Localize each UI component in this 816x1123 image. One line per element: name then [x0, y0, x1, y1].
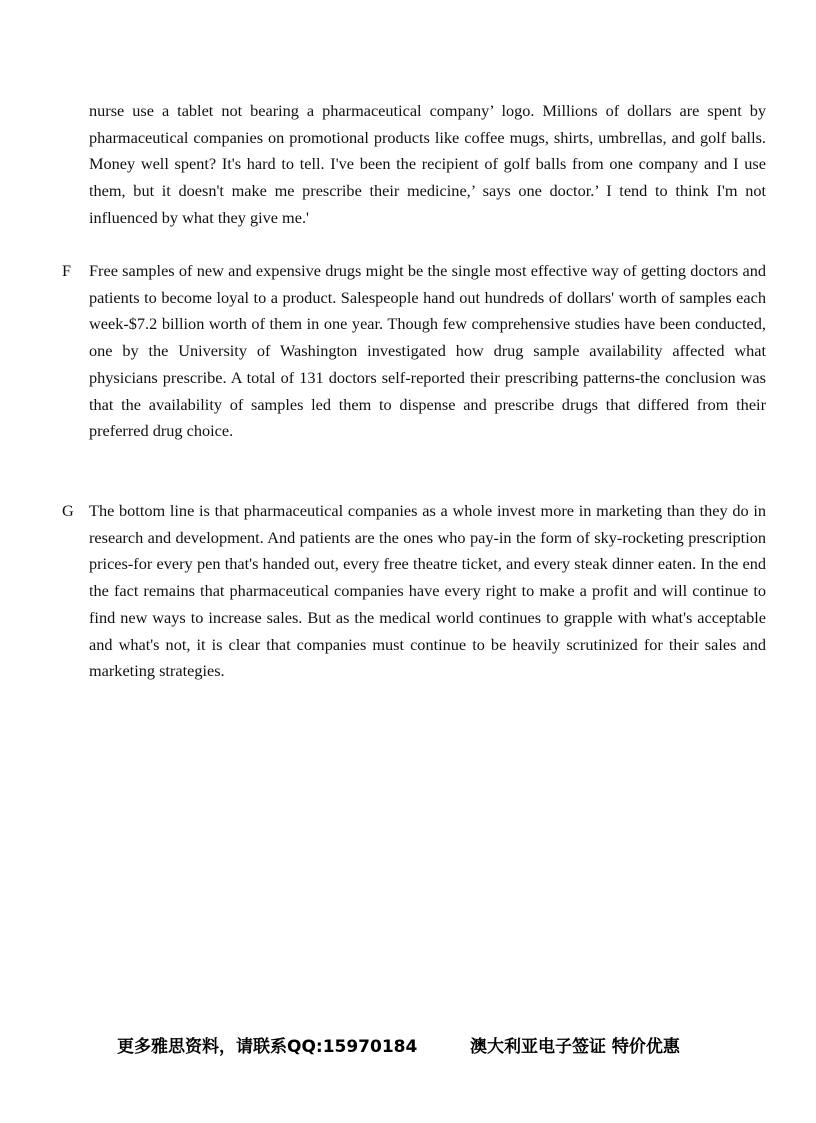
page-footer — [0, 1032, 816, 1062]
footer-promo-note: 澳大利亚电子签证 特价优惠 — [470, 1037, 680, 1057]
paragraph-g — [62, 498, 766, 685]
paragraph-f — [62, 258, 766, 445]
paragraph-e-continued — [62, 98, 766, 232]
paragraph-text: Free samples of new and expensive drugs might be the single most effective way of getting doctors and patients to become loyal to a product. Salespeople hand out hundreds of dollars' worth of samples each week-$7.2 billion worth of them in one year. Though few comprehensive studies have been conducted, one by the University of Washington investigated how drug sample availability affected what physicians prescribe. A total of 131 doctors self-reported their prescribing patterns-the conclusion was that the availability of samples led them to dispense and prescribe drugs that differed from their preferred drug choice. — [89, 261, 766, 441]
paragraph-letter: G — [62, 501, 74, 520]
paragraph-text: nurse use a tablet not bearing a pharmaceutical company’ logo. Millions of dollars are spent by pharmaceutical companies on promotional products like coffee mugs, shirts, umbrellas, and golf balls. Money well spent? It's hard to tell. I've been the recipient of golf balls from one company and I use them, but it doesn't make me prescribe their medicine,’ says one doctor.’ I tend to think I'm not influenced by what they give me.' — [89, 101, 766, 227]
footer-contact-note: 更多雅思资料，请联系QQ:15970184 — [117, 1037, 418, 1057]
paragraph-letter: F — [62, 261, 72, 280]
paragraph-text: The bottom line is that pharmaceutical companies as a whole invest more in marketing than they do in research and development. And patients are the ones who pay-in the form of sky-rocketing prescription prices-for every pen that's handed out, every free theatre ticket, and every steak dinner eaten. In the end the fact remains that pharmaceutical companies have every right to make a profit and will continue to find new ways to increase sales. But as the medical world continues to grapple with what's acceptable and what's not, it is clear that companies must continue to be heavily scrutinized for their sales and marketing strategies. — [89, 501, 766, 681]
